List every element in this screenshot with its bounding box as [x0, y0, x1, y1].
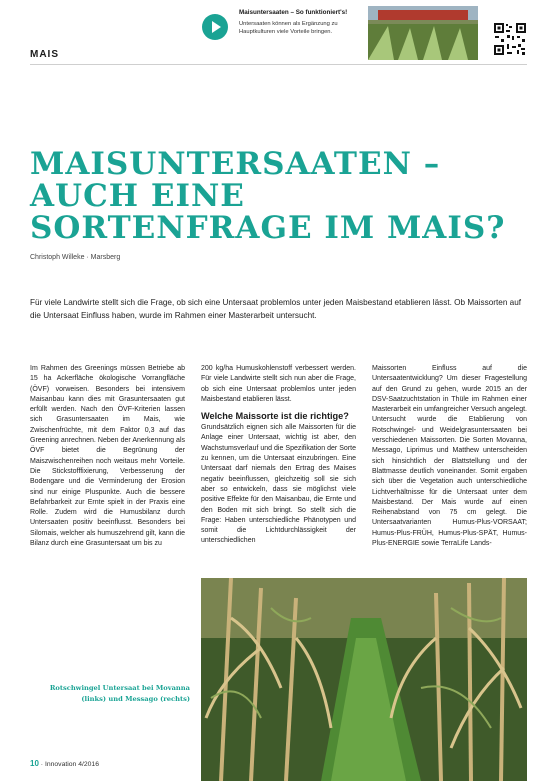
- paragraph: Grundsätzlich eignen sich alle Maissorten für die Anlage einer Untersaat, wichtig ist aber, den Wachstumsverlauf und die Spezifikation der Sorte zu kennen, um die Untersaat einzubringen. Eine Untersaat darf niemals den Ertrag des Maises negativ beeinflussen, gleichzeitig soll sie sich aber so entwickeln, dass sie möglichst viele positive Effekte für den Maisanbau, die Ernte und den Boden mit sich bringt. So stellt sich die Frage: Haben unterschiedliche Phänotypen und somit die Lichtdurchlässigkeit der unterschiedlichen: [201, 424, 356, 545]
- banner-title: Maisuntersaaten – So funktioniert's!: [239, 9, 348, 16]
- section-label: MAIS: [30, 49, 59, 60]
- author-byline: Christoph Willeke · Marsberg: [30, 254, 121, 261]
- paragraph: Im Rahmen des Greenings müssen Betriebe ab 15 ha Ackerfläche ökologische Vorrangfläche (ÖVF) vorweisen. Besonders bei intensivem Maisanbau kann dies mit Grasuntersaaten gut erfüllt werden. Nach den ÖVF-Kriterien lassen sich Grasuntersaaten im Mais, wie Zwischenfrüchte, mit dem Faktor 0,3 auf das Greening anrechnen. Neben der Anerkennung als ÖVF bietet die Begrünung der Maiszwischenreihen noch weitaus mehr Vorteile. Die Stickstofffixierung, Verbesserung der Bodengare und die Verminderung der Erosion sind nur einige Pluspunkte. Auch die bessere Befahrbarkeit zur Ernte spielt in der Praxis eine Rolle. Zudem wird die Humusbilanz durch Untersaaten positiv beeinflusst. Besonders bei Silomais, welcher als humuszehrend gilt, kann die Bilanz durch eine Grasuntersaat um bis zu: [30, 365, 185, 548]
- banner-thumbnail: [368, 6, 478, 60]
- photo-caption: Rotschwingel Untersaat bei Movanna (links) und Messago (rechts): [49, 684, 190, 703]
- play-icon[interactable]: [202, 14, 228, 40]
- body-column-3: [372, 364, 527, 582]
- paragraph: 200 kg/ha Humuskohlenstoff verbessert werden. Für viele Landwirte stellt sich nun aber die Frage, ob sich eine Untersaat problemlos unter jeden Maisbestand etablieren lässt.: [201, 365, 356, 403]
- banner-text: Untersaaten können als Ergänzung zu Hauptkulturen viele Vorteile bringen.: [239, 21, 338, 35]
- page-number: 10: [30, 759, 39, 768]
- article-title: MAISUNTERSAATEN – AUCH EINE SORTENFRAGE IM MAIS?: [30, 146, 506, 246]
- field-photo: [201, 578, 527, 781]
- article-lead: Für viele Landwirte stellt sich die Frage, ob sich eine Untersaat problemlos unter jeden Maisbestand etablieren lässt. Ob Maissorten auf die Untersaat Einfluss haben, wurde im Rahmen einer Masterarbeit untersucht.: [30, 298, 522, 320]
- page-footer: [30, 759, 99, 768]
- maize-undersown-photo: [201, 578, 527, 781]
- body-column-1: [30, 364, 185, 582]
- qr-code[interactable]: [493, 22, 527, 56]
- body-column-2: [201, 364, 356, 582]
- paragraph: Maissorten Einfluss auf die Untersaatentwicklung? Um dieser Fragestellung auf den Grund zu gehen, wurde 2015 an der DSV-Saatzuchtstation in Thüle im Rahmen einer Masterarbeit ein umfangreicher Versuch angelegt. Untersucht wurde die Etablierung von Rotschwingel- und Weidelgrasuntersaaten bei verschiedenen Maissorten. Die Sorten Movanna, Messago, Liprimus und Matthew unterscheiden sich hinsichtlich der Blattstellung und der Blattmasse deutlich voneinander. Somit ergaben sich über die Vegetation auch unterschiedliche Lichtverhältnisse für die Untersaat unter dem Maisbestand. Der Mais wurde auf einen Reihenabstand von 75 cm gelegt. Die Untersaatvarianten Humus-Plus-VORSAAT; Humus-Plus-FRÜH, Humus-Plus-SPÄT, Humus-Plus-ENERGIE sowie TerraLife Lands-: [372, 365, 527, 548]
- header-divider: [30, 64, 527, 65]
- banner-field-image: [368, 6, 478, 60]
- issue-label: · Innovation 4/2016: [40, 761, 99, 768]
- subheading: Welche Maissorte ist die richtige?: [201, 411, 349, 422]
